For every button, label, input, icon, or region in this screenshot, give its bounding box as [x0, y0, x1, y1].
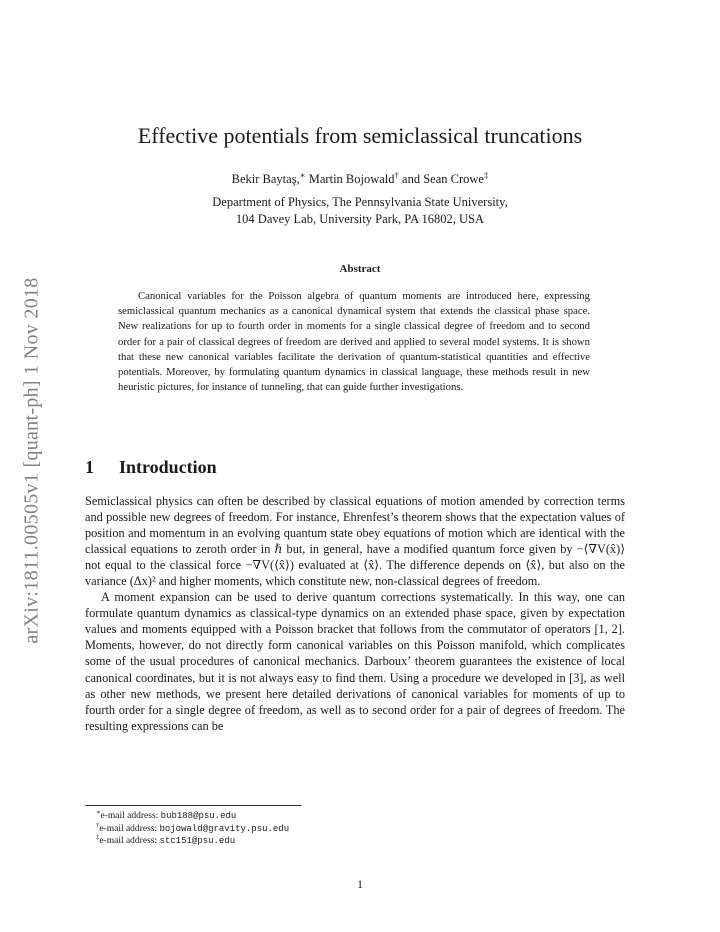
footnote-email[interactable]: bojowald@gravity.psu.edu: [159, 823, 290, 834]
footnote-email[interactable]: bub188@psu.edu: [160, 811, 237, 821]
body-text: [85, 493, 625, 734]
abstract-heading: Abstract: [339, 263, 381, 275]
author-name: Bekir Baytaş,: [231, 172, 300, 186]
footnote-label: e-mail address:: [99, 823, 160, 834]
abstract-text: Canonical variables for the Poisson algebra of quantum moments are introduced here, expressing semiclassical quantum mechanics as a canonical dynamical system that extends the classical phase space. New realizations for up to fourth order in moments for a single classical degree of freedom and to second order for a pair of classical degrees of freedom are derived and applied to several model systems. It is shown that these new canonical variables facilitate the derivation of quantum-statistical quantities and effective potentials. Moreover, by formulating quantum dynamics in classical language, these methods result in new heuristic pictures, for instance of tunneling, that can guide further investigations.: [118, 290, 590, 394]
footnote-label: e-mail address:: [99, 836, 160, 846]
section-number: 1: [85, 457, 94, 477]
section-heading: [85, 455, 217, 479]
footnote-mark: ∗: [96, 808, 101, 816]
footnote: [96, 835, 289, 848]
footnote: [96, 810, 289, 823]
page-number: 1: [357, 879, 363, 891]
author-name: Martin Bojowald: [308, 172, 395, 186]
footnote-email[interactable]: stc151@psu.edu: [159, 836, 236, 846]
body-paragraph: Semiclassical physics can often be described by classical equations of motion amended by correction terms and possible new degrees of freedom. For instance, Ehrenfest’s theorem shows that the expectation values of position and momentum in an evolving quantum state obey equations of motion which are identical with the classical equations to zeroth order in ℏ but, in general, have a modified quantum force given by −⟨∇V(x̂)⟩ not equal to the classical force −∇V(⟨x̂⟩) evaluated at ⟨x̂⟩. The difference depends on ⟨x̂⟩, but also on the variance (Δx)² and higher moments, which constitute new, non-classical degrees of freedom.: [85, 494, 625, 589]
author-list: [0, 171, 720, 187]
footnote-divider: [85, 805, 301, 806]
footnote: [96, 823, 289, 836]
section-title: Introduction: [119, 457, 217, 477]
author-footnote-mark: ∗: [299, 169, 306, 180]
arxiv-identifier-text: arXiv:1811.00505v1 [quant-ph] 1 Nov 2018: [20, 276, 43, 644]
footnote-label: e-mail address:: [100, 811, 161, 821]
paper-title: Effective potentials from semiclassical truncations: [137, 123, 583, 148]
footnote-mark: †: [96, 821, 100, 829]
author-footnote-mark: ‡: [483, 169, 489, 180]
body-paragraph: A moment expansion can be used to derive quantum corrections systematically. In this way, one can formulate quantum dynamics as classical-type dynamics on an extended phase space, given by expectation values and moments equipped with a Poisson bracket that follows from the commutator of operators [1, 2]. Moments, however, do not directly form canonical variables on this Poisson manifold, which complicates some of the usual procedures of canonical mechanics. Darboux’ theorem guarantees the existence of local canonical coordinates, but it is not always easy to find them. Using a procedure we developed in [3], as well as other new methods, we present here detailed derivations of canonical variables for moments of up to fourth order for a single degree of freedom, as well as to second order for a pair of degrees of freedom. The resulting expressions can be: [85, 590, 625, 733]
footnotes: [96, 810, 289, 848]
affiliation: [0, 194, 720, 228]
author-footnote-mark: †: [394, 169, 399, 180]
author-name: Sean Crowe: [423, 172, 484, 186]
arxiv-identifier-stamp: [12, 240, 52, 680]
footnote-mark: ‡: [96, 833, 100, 841]
affiliation-line: 104 Davey Lab, University Park, PA 16802, USA: [235, 212, 485, 226]
author-separator: and: [398, 172, 424, 186]
affiliation-line: Department of Physics, The Pennsylvania State University,: [212, 195, 508, 209]
